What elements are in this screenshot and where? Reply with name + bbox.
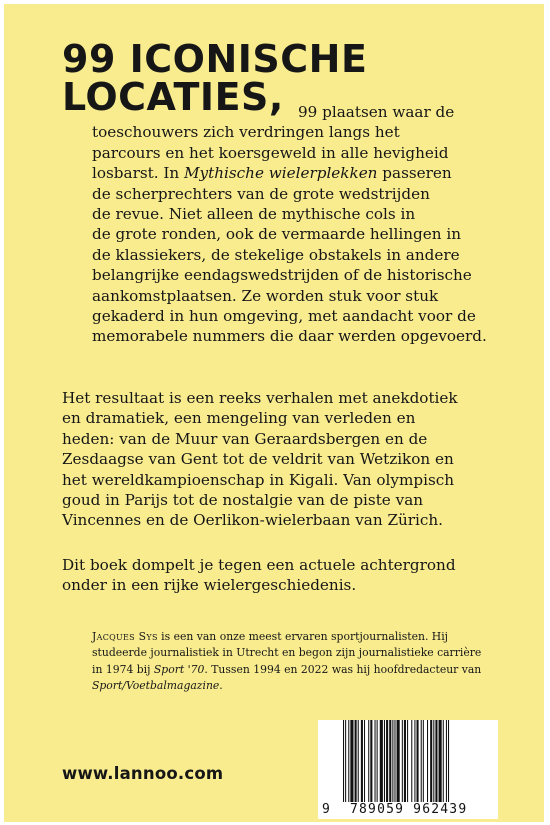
barcode-bar <box>394 720 395 802</box>
paragraph-line: het wereldkampioenschap in Kigali. Van olympisch <box>62 470 455 489</box>
barcode-bars <box>342 720 488 802</box>
barcode-bar <box>368 720 369 802</box>
barcode-bar <box>417 720 419 802</box>
publisher-url: www.lannoo.com <box>62 764 224 783</box>
magazine-italic: Sport '70 <box>153 662 205 676</box>
barcode-bar <box>404 720 406 802</box>
barcode-bar <box>375 720 376 802</box>
headline-line-2: LOCATIES, <box>62 75 284 119</box>
barcode-bar <box>427 720 428 802</box>
barcode-digits: 789059 962439 <box>350 802 468 817</box>
barcode-bar <box>414 720 415 802</box>
barcode-bar <box>364 720 365 802</box>
bio-text: . <box>219 679 223 693</box>
intro-line: gekaderd in hun omgeving, met aandacht voor de <box>92 307 476 326</box>
barcode-bar <box>407 720 408 802</box>
intro-line: parcours en het koersgeweld in alle hevigheid <box>92 143 449 162</box>
intro-first-line: 99 plaatsen waar de <box>298 103 455 121</box>
intro-line: aankomstplaatsen. Ze worden stuk voor stuk <box>92 286 439 305</box>
barcode-lead-digit: 9 <box>322 802 330 817</box>
barcode-bar <box>380 720 383 802</box>
barcode-bar <box>421 720 422 802</box>
intro-line: memorabele nummers die daar werden opgevoerd. <box>92 327 487 346</box>
bio-text: . Tussen 1994 en 2022 was hij hoofdredacteur van <box>204 662 482 676</box>
barcode-bar <box>384 720 385 802</box>
paragraph-line: Vincennes en de Oerlikon-wielerbaan van Zürich. <box>62 511 444 530</box>
barcode-bar <box>370 720 372 802</box>
headline-line-1: 99 ICONISCHE <box>62 37 368 81</box>
paragraph-closing <box>62 555 542 596</box>
barcode-bar <box>423 720 424 802</box>
barcode-bar <box>433 720 434 802</box>
bio-text: is een van onze meest ervaren sportjournalisten. Hij <box>157 630 449 643</box>
intro-paragraph <box>92 122 532 346</box>
book-title-italic: Mythische wielerplekken <box>184 164 378 183</box>
paragraph-line: goud in Parijs tot de nostalgie van de piste van <box>62 491 424 510</box>
barcode-bar <box>411 720 412 802</box>
barcode-bar <box>350 720 353 802</box>
barcode-bar <box>443 720 444 802</box>
author-name: Jacques Sys <box>92 630 158 643</box>
bio-line: studeerde journalistiek in Utrecht en begon zijn journalistieke carrière <box>92 646 482 660</box>
paragraph-line: heden: van de Muur van Geraardsbergen en de <box>62 429 428 448</box>
paragraph-result <box>62 388 542 531</box>
intro-line: de revue. Niet alleen de mythische cols in <box>92 205 416 224</box>
paragraph-line: Het resultaat is een reeks verhalen met anekdotiek <box>62 389 458 407</box>
barcode-bar <box>343 720 344 802</box>
bio-line <box>92 678 532 694</box>
barcode-bar <box>345 720 346 802</box>
barcode-bar <box>435 720 437 802</box>
paragraph-line: Zesdaagse van Gent tot de veldrit van Wetzikon en <box>62 450 454 469</box>
barcode-bar <box>392 720 393 802</box>
magazine-italic: Sport/Voetbalmagazine <box>92 679 220 693</box>
barcode-bar <box>386 720 388 802</box>
intro-text: passeren <box>377 164 452 183</box>
barcode-bar <box>402 720 403 802</box>
paragraph-line: onder in een rijke wielergeschiedenis. <box>62 576 357 595</box>
barcode-bar <box>448 720 449 802</box>
bio-line <box>92 662 532 678</box>
bio-line <box>92 629 532 645</box>
barcode-bar <box>389 720 391 802</box>
intro-line: de scherprechters van de grote wedstrijden <box>92 184 430 203</box>
barcode-bar <box>439 720 442 802</box>
barcode-bar <box>377 720 378 802</box>
paragraph-line: en dramatiek, een mengeling van verleden en <box>62 409 416 428</box>
barcode-bar <box>397 720 400 802</box>
back-cover <box>4 4 544 822</box>
intro-line <box>92 163 532 183</box>
intro-line: de klassiekers, de stekelige obstakels in andere <box>92 245 460 264</box>
barcode-bar <box>348 720 349 802</box>
intro-line: belangrijke eendagswedstrijden of de historische <box>92 266 472 285</box>
bio-text: in 1974 bij <box>92 662 154 676</box>
author-bio <box>92 629 532 695</box>
intro-line: toeschouwers zich verdringen langs het <box>92 123 400 142</box>
paragraph-line: Dit boek dompelt je tegen een actuele achtergrond <box>62 556 456 574</box>
barcode-bar <box>355 720 357 802</box>
barcode-bar <box>446 720 447 802</box>
intro-line: de grote ronden, ook de vermaarde hellingen in <box>92 225 461 244</box>
barcode-bar <box>358 720 359 802</box>
isbn-barcode <box>318 720 498 819</box>
barcode-bar <box>430 720 432 802</box>
barcode-bar <box>361 720 363 802</box>
intro-text: losbarst. In <box>92 164 184 183</box>
